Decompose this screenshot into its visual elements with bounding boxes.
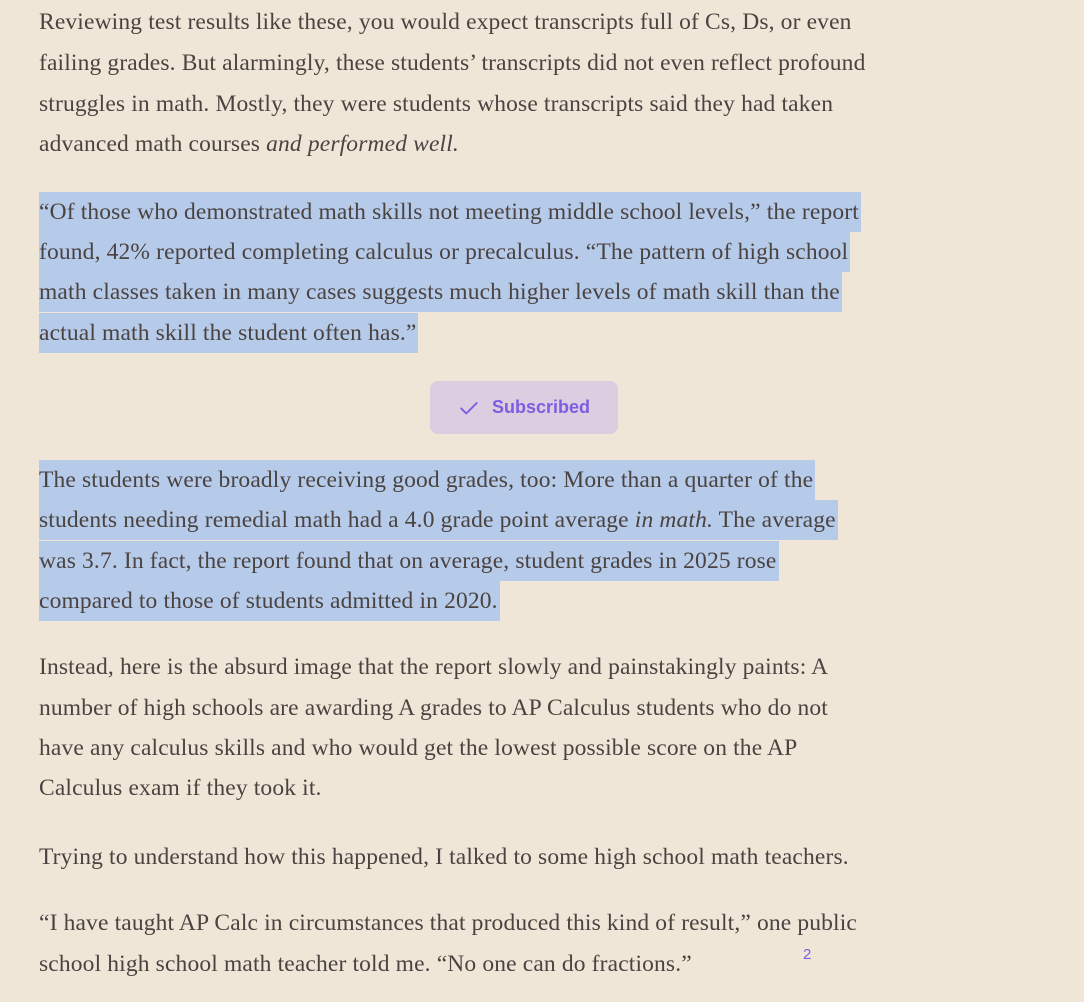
paragraph-3-line-3: was 3.7. In fact, the report found that on average, student grades in 2025 rose [39,541,779,581]
paragraph-4-line-2: number of high schools are awarding A grades to AP Calculus students who do not [39,695,828,721]
paragraph-3-line-2-after: The average [713,507,836,533]
paragraph-3-line-1: The students were broadly receiving good grades, too: More than a quarter of the [39,460,815,500]
subscribed-button[interactable] [430,381,618,434]
paragraph-1-line-1: Reviewing test results like these, you would expect transcripts full of Cs, Ds, or even [39,9,852,35]
paragraph-1-emphasis: and performed well. [266,131,459,157]
paragraph-3-emphasis: in math. [634,507,714,533]
paragraph-1-line-2: failing grades. But alarmingly, these students’ transcripts did not even reflect profound [39,50,866,76]
paragraph-3-line-2 [39,500,838,540]
paragraph-3-line-2-text: students needing remedial math had a 4.0 grade point average [39,507,635,533]
subscribed-button-label: Subscribed [491,397,591,417]
paragraph-6-line-2: school high school math teacher told me. “No one can do fractions.” [39,951,692,977]
paragraph-4-line-4: Calculus exam if they took it. [39,775,322,801]
paragraph-4-line-1: Instead, here is the absurd image that the report slowly and painstakingly paints: A [39,654,829,680]
paragraph-1-line-4 [39,124,459,164]
paragraph-2-line-4: actual math skill the student often has.” [39,313,418,353]
paragraph-1-line-3: struggles in math. Mostly, they were students whose transcripts said they had taken [39,91,834,117]
paragraph-6-line-1: “I have taught AP Calc in circumstances that produced this kind of result,” one public [39,910,857,936]
paragraph-2-line-2: found, 42% reported completing calculus or precalculus. “The pattern of high school [39,232,850,272]
paragraph-2-line-3: math classes taken in many cases suggests much higher levels of math skill than the [39,272,842,312]
paragraph-3-line-4: compared to those of students admitted in 2020. [39,581,500,621]
paragraph-2-line-1: “Of those who demonstrated math skills not meeting middle school levels,” the report [39,192,861,232]
paragraph-5-line-1: Trying to understand how this happened, I talked to some high school math teachers. [39,844,849,870]
paragraph-4-line-3: have any calculus skills and who would get the lowest possible score on the AP [39,735,798,761]
check-icon [458,397,480,419]
footnote-link[interactable]: 2 [803,946,812,963]
paragraph-1-line-4-text: advanced math courses [39,131,267,157]
